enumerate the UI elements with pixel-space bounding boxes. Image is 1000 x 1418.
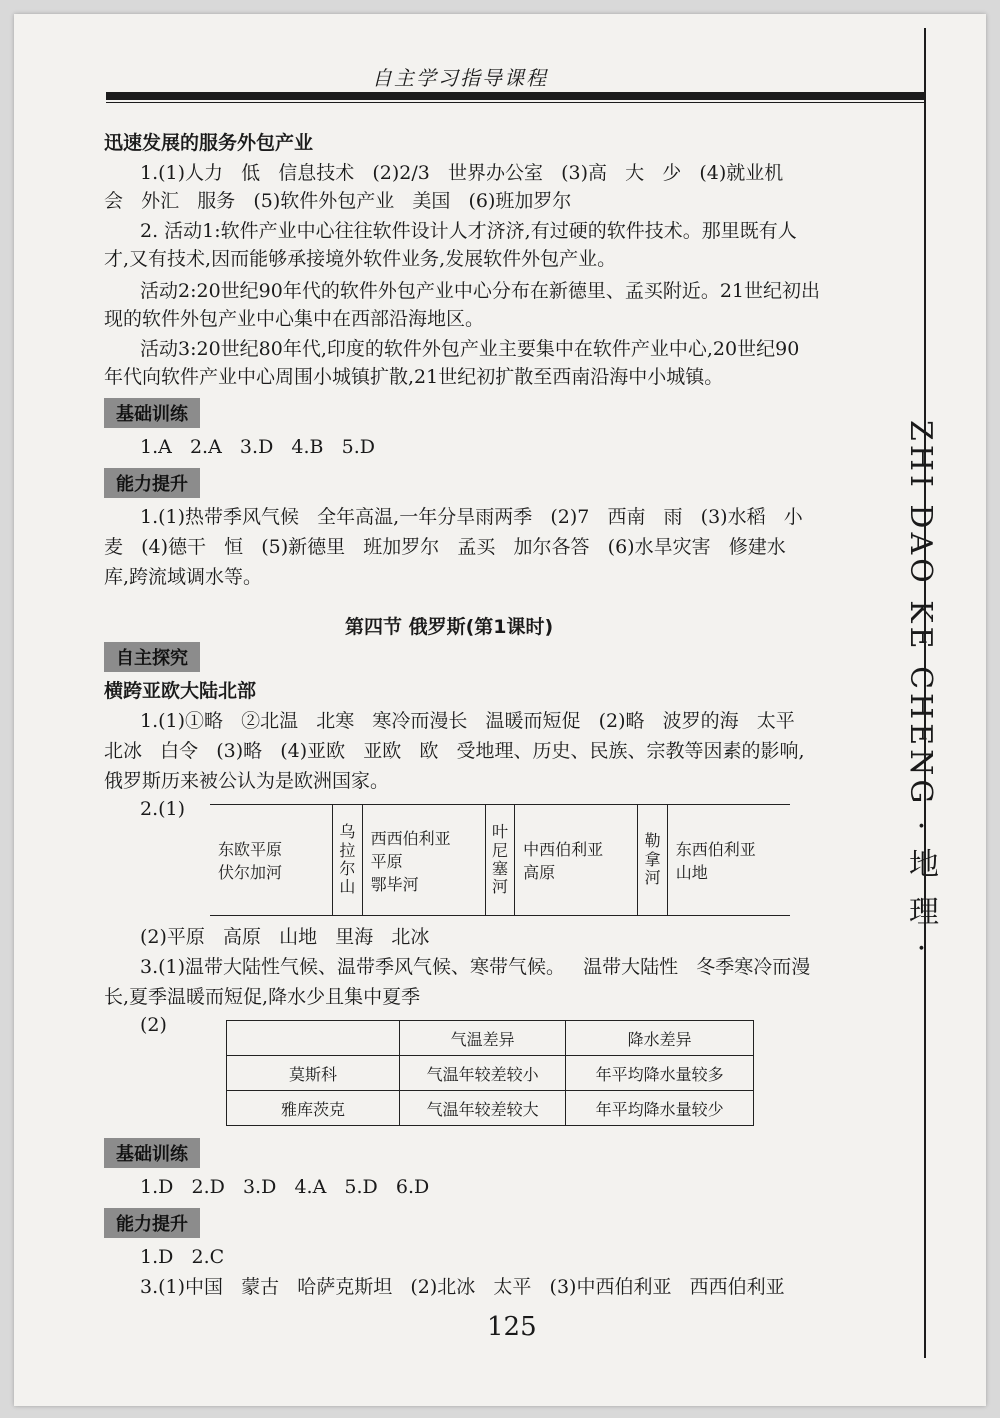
heading-service-outsourcing: 迅速发展的服务外包产业 [104,132,314,154]
table-header-cell [227,1021,400,1056]
terrain-cell [638,805,667,916]
city-cell: 雅库茨克 [227,1091,400,1126]
river-name: 伏尔加河 [218,863,283,882]
answer-line: 麦 (4)德干 恒 (5)新德里 班加罗尔 孟买 加尔各答 (6)水旱灾害 修建水 [104,536,786,558]
section-title: 第四节 俄罗斯(第1课时) [345,616,554,638]
terrain-name: 东西伯利亚 [675,840,756,859]
river-name: 叶 尼 塞 河 [491,822,508,897]
answer-line: 现的软件外包产业中心集中在西部沿海地区。 [104,308,485,330]
header-rule-thin [106,102,924,103]
answer-line: (2) [140,1014,167,1036]
climate-comparison-table [226,1020,754,1126]
terrain-name: 山地 [675,863,708,882]
river-name: 鄂毕河 [370,874,419,894]
table-cell: 年平均降水量较少 [566,1091,754,1126]
answer-line: 2.(1) [140,798,186,820]
answer-line: 活动3:20世纪80年代,印度的软件外包产业主要集中在软件产业中心,20世纪90 [140,338,800,360]
answer-line: 3.(1)中国 蒙古 哈萨克斯坦 (2)北冰 太平 (3)中西伯利亚 西西伯利亚 [140,1276,785,1298]
answer-line: 1.(1)人力 低 信息技术 (2)2/3 世界办公室 (3)高 大 少 (4)就业机 [140,162,784,184]
city-cell: 莫斯科 [227,1056,400,1091]
answer-line: 2. 活动1:软件产业中心往往软件设计人才济济,有过硬的软件技术。那里既有人 [140,220,797,242]
table-cell: 年平均降水量较多 [566,1056,754,1091]
answer-line: 1.D 2.D 3.D 4.A 5.D 6.D [140,1176,430,1198]
page-number: 125 [487,1312,537,1342]
heading-eurasia-north: 横跨亚欧大陆北部 [104,680,257,702]
terrain-name: 西西伯利亚 [370,828,451,848]
table-cell: 气温年较差较大 [400,1091,566,1126]
terrain-cell [333,805,362,916]
terrain-name: 高原 [523,863,556,882]
answer-line: 1.A 2.A 3.D 4.B 5.D [140,436,375,458]
table-header-cell: 降水差异 [566,1021,754,1056]
header-rule [106,92,924,100]
answer-line: 才,又有技术,因而能够承接境外软件业务,发展软件外包产业。 [104,248,617,270]
answer-line: 3.(1)温带大陆性气候、温带季风气候、寒带气候。 温带大陆性 冬季寒冷而漫 [140,956,811,978]
answer-line: 1.D 2.C [140,1246,225,1268]
terrain-name: 乌 拉 尔 山 [339,822,356,897]
terrain-cell [362,805,485,916]
terrain-cell [210,805,333,916]
terrain-cell [515,805,638,916]
tag-basic-training: 基础训练 [104,1138,200,1168]
header-title: 自主学习指导课程 [372,66,548,90]
answer-line: 北冰 白令 (3)略 (4)亚欧 亚欧 欧 受地理、历史、民族、宗教等因素的影响, [104,740,805,762]
table-header-cell: 气温差异 [400,1021,566,1056]
side-series-title: ZHI DAO KE CHENG · 地 理 · [903,420,938,957]
tag-basic-training: 基础训练 [104,398,200,428]
terrain-name: 中西伯利亚 [523,840,604,859]
tag-ability-improvement: 能力提升 [104,468,200,498]
answer-line: 库,跨流域调水等。 [104,566,263,588]
answer-line: 年代向软件产业中心周围小城镇扩散,21世纪初扩散至西南沿海中小城镇。 [104,366,724,388]
table-cell: 气温年较差较小 [400,1056,566,1091]
answer-line: 活动2:20世纪90年代的软件外包产业中心分布在新德里、孟买附近。21世纪初出 [140,280,821,302]
river-name: 勒 拿 河 [644,831,661,888]
tag-ability-improvement: 能力提升 [104,1208,200,1238]
terrain-cell [485,805,514,916]
answer-line: 1.(1)热带季风气候 全年高温,一年分旱雨两季 (2)7 西南 雨 (3)水稻 小 [140,506,803,528]
answer-line: 1.(1)①略 ②北温 北寒 寒冷而漫长 温暖而短促 (2)略 波罗的海 太平 [140,710,795,732]
answer-line: (2)平原 高原 山地 里海 北冰 [140,926,430,948]
answer-line: 会 外汇 服务 (5)软件外包产业 美国 (6)班加罗尔 [104,190,572,212]
answer-line: 长,夏季温暖而短促,降水少且集中夏季 [104,986,421,1008]
terrain-name: 东欧平原 [218,840,283,859]
terrain-table [210,804,790,916]
answer-line: 俄罗斯历来被公认为是欧洲国家。 [104,770,390,792]
tag-self-exploration: 自主探究 [104,642,200,672]
terrain-cell [667,805,790,916]
terrain-name: 平原 [370,851,403,871]
